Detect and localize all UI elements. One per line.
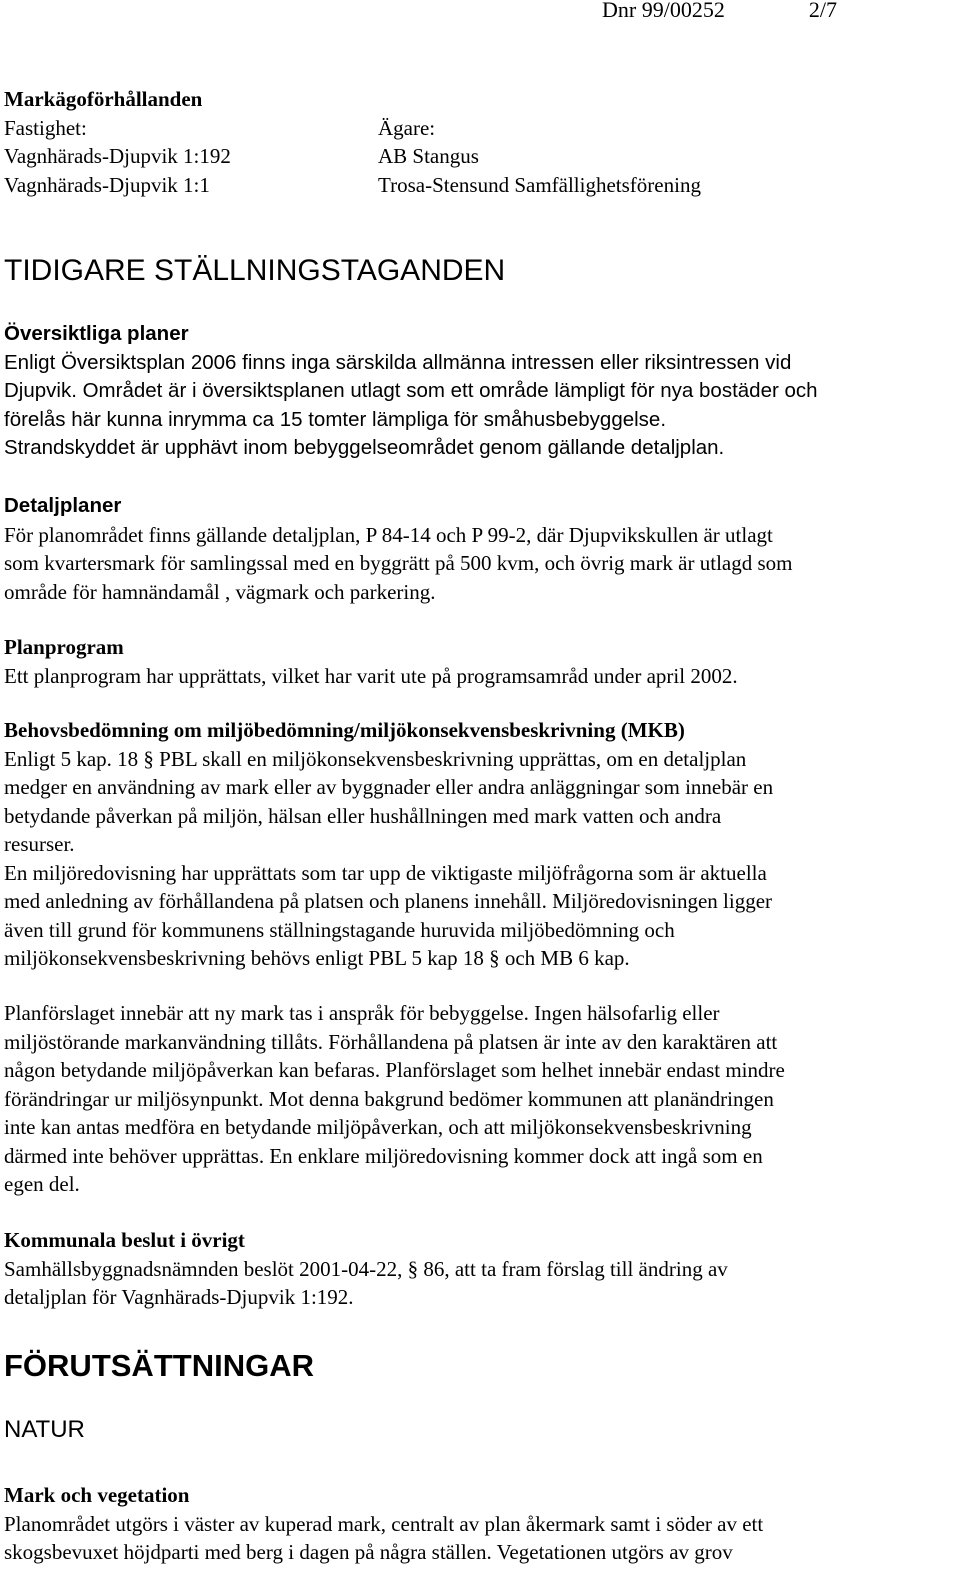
mkb-assessment bbox=[4, 999, 950, 1199]
land-heading: Mark och vegetation bbox=[4, 1483, 190, 1507]
text-line: miljökonsekvensbeskrivning behövs enligt PBL 5 kap 18 § och MB 6 kap. bbox=[4, 946, 630, 970]
ownership-table bbox=[4, 114, 950, 200]
text-line: resurser. bbox=[4, 832, 75, 856]
text-line: som kvartersmark för samlingssal med en byggrätt på 500 kvm, och övrig mark är utlagd som bbox=[4, 551, 793, 575]
text-line: miljöstörande markanvändning tillåts. Förhållandena på platsen är inte av den karaktären att bbox=[4, 1029, 778, 1054]
text-line: inte kan antas medföra en betydande miljöpåverkan, och att miljökonsekvensbeskrivning bbox=[4, 1115, 752, 1139]
text-line: någon betydande miljöpåverkan kan befaras. Planförslaget som helhet innebär endast mindre bbox=[4, 1058, 785, 1082]
municipal-heading: Kommunala beslut i övrigt bbox=[4, 1228, 245, 1252]
mkb-heading: Behovsbedömning om miljöbedömning/miljökonsekvensbeskrivning (MKB) bbox=[4, 718, 685, 742]
detail-plans-section bbox=[4, 492, 950, 606]
owner-name: AB Stangus bbox=[378, 144, 479, 168]
ownership-section bbox=[4, 85, 950, 199]
nature-heading: NATUR bbox=[4, 1416, 85, 1443]
text-line: förelås här kunna inrymma ca 15 tomter lämpliga för småhusbebyggelse. bbox=[4, 407, 667, 431]
overview-heading: Översiktliga planer bbox=[4, 322, 189, 345]
page-header bbox=[602, 0, 837, 24]
text-line: Samhällsbyggnadsnämnden beslöt 2001-04-22, § 86, att ta fram förslag till ändring av bbox=[4, 1256, 728, 1281]
program-heading: Planprogram bbox=[4, 635, 124, 659]
text-line: Planförslaget innebär att ny mark tas i anspråk för bebyggelse. Ingen hälsofarlig eller bbox=[4, 1001, 720, 1025]
property-label: Fastighet: bbox=[4, 115, 87, 140]
section-heading-previous: TIDIGARE STÄLLNINGSTAGANDEN bbox=[4, 254, 506, 287]
text-line: förändringar ur miljösynpunkt. Mot denna bakgrund bedömer kommunen att planändringen bbox=[4, 1086, 774, 1111]
owner-name: Trosa-Stensund Samfällighetsförening bbox=[378, 172, 701, 197]
text-line: detaljplan för Vagnhärads-Djupvik 1:192. bbox=[4, 1285, 354, 1309]
text-line: Strandskyddet är upphävt inom bebyggelseområdet genom gällande detaljplan. bbox=[4, 436, 725, 459]
municipal-decisions-section bbox=[4, 1226, 950, 1312]
text-line: Ett planprogram har upprättats, vilket har varit ute på programsamråd under april 2002. bbox=[4, 663, 738, 688]
text-line: därmed inte behöver upprättas. En enklare miljöredovisning kommer dock att ingå som en bbox=[4, 1143, 763, 1168]
section-heading-conditions: FÖRUTSÄTTNINGAR bbox=[4, 1348, 314, 1383]
text-line: En miljöredovisning har upprättats som tar upp de viktigaste miljöfrågorna som är aktuella bbox=[4, 860, 767, 885]
text-line: medger en användning av mark eller av byggnader eller andra anläggningar som innebär en bbox=[4, 775, 774, 799]
document-number: Dnr 99/00252 bbox=[602, 0, 725, 22]
text-line: Djupvik. Området är i översiktsplanen utlagt som ett område lämpligt för nya bostäder och bbox=[4, 379, 818, 402]
land-vegetation-section bbox=[4, 1481, 950, 1567]
text-line: Enligt 5 kap. 18 § PBL skall en miljökonsekvensbeskrivning upprättas, om en detaljplan bbox=[4, 746, 747, 771]
text-line: område för hamnändamål , vägmark och parkering. bbox=[4, 579, 436, 604]
text-line: med anledning av förhållandena på platsen och planens innehåll. Miljöredovisningen ligger bbox=[4, 889, 773, 913]
property-name: Vagnhärads-Djupvik 1:192 bbox=[4, 144, 231, 168]
text-line: egen del. bbox=[4, 1172, 80, 1196]
overview-plans-section bbox=[4, 320, 950, 463]
owner-label: Ägare: bbox=[378, 115, 436, 140]
property-name: Vagnhärads-Djupvik 1:1 bbox=[4, 172, 210, 197]
plan-program-section bbox=[4, 633, 950, 690]
mkb-section bbox=[4, 716, 950, 973]
text-line: även till grund för kommunens ställningstagande huruvida miljöbedömning och bbox=[4, 917, 675, 942]
text-line: Enligt Översiktsplan 2006 finns inga särskilda allmänna intressen eller riksintressen vid bbox=[4, 350, 792, 374]
text-line: Planområdet utgörs i väster av kuperad mark, centralt av plan åkermark samt i söder av ett bbox=[4, 1511, 764, 1536]
text-line: skogsbevuxet höjdparti med berg i dagen på några ställen. Vegetationen utgörs av grov bbox=[4, 1540, 733, 1564]
page-number: 2/7 bbox=[808, 0, 837, 22]
ownership-heading: Markägoförhållanden bbox=[4, 87, 203, 111]
text-line: För planområdet finns gällande detaljplan, P 84-14 och P 99-2, där Djupvikskullen är utlagt bbox=[4, 522, 773, 547]
owner-column bbox=[378, 114, 701, 200]
detail-heading: Detaljplaner bbox=[4, 494, 122, 517]
property-column bbox=[4, 114, 378, 200]
text-line: betydande påverkan på miljön, hälsan eller hushållningen med mark vatten och andra bbox=[4, 803, 722, 828]
